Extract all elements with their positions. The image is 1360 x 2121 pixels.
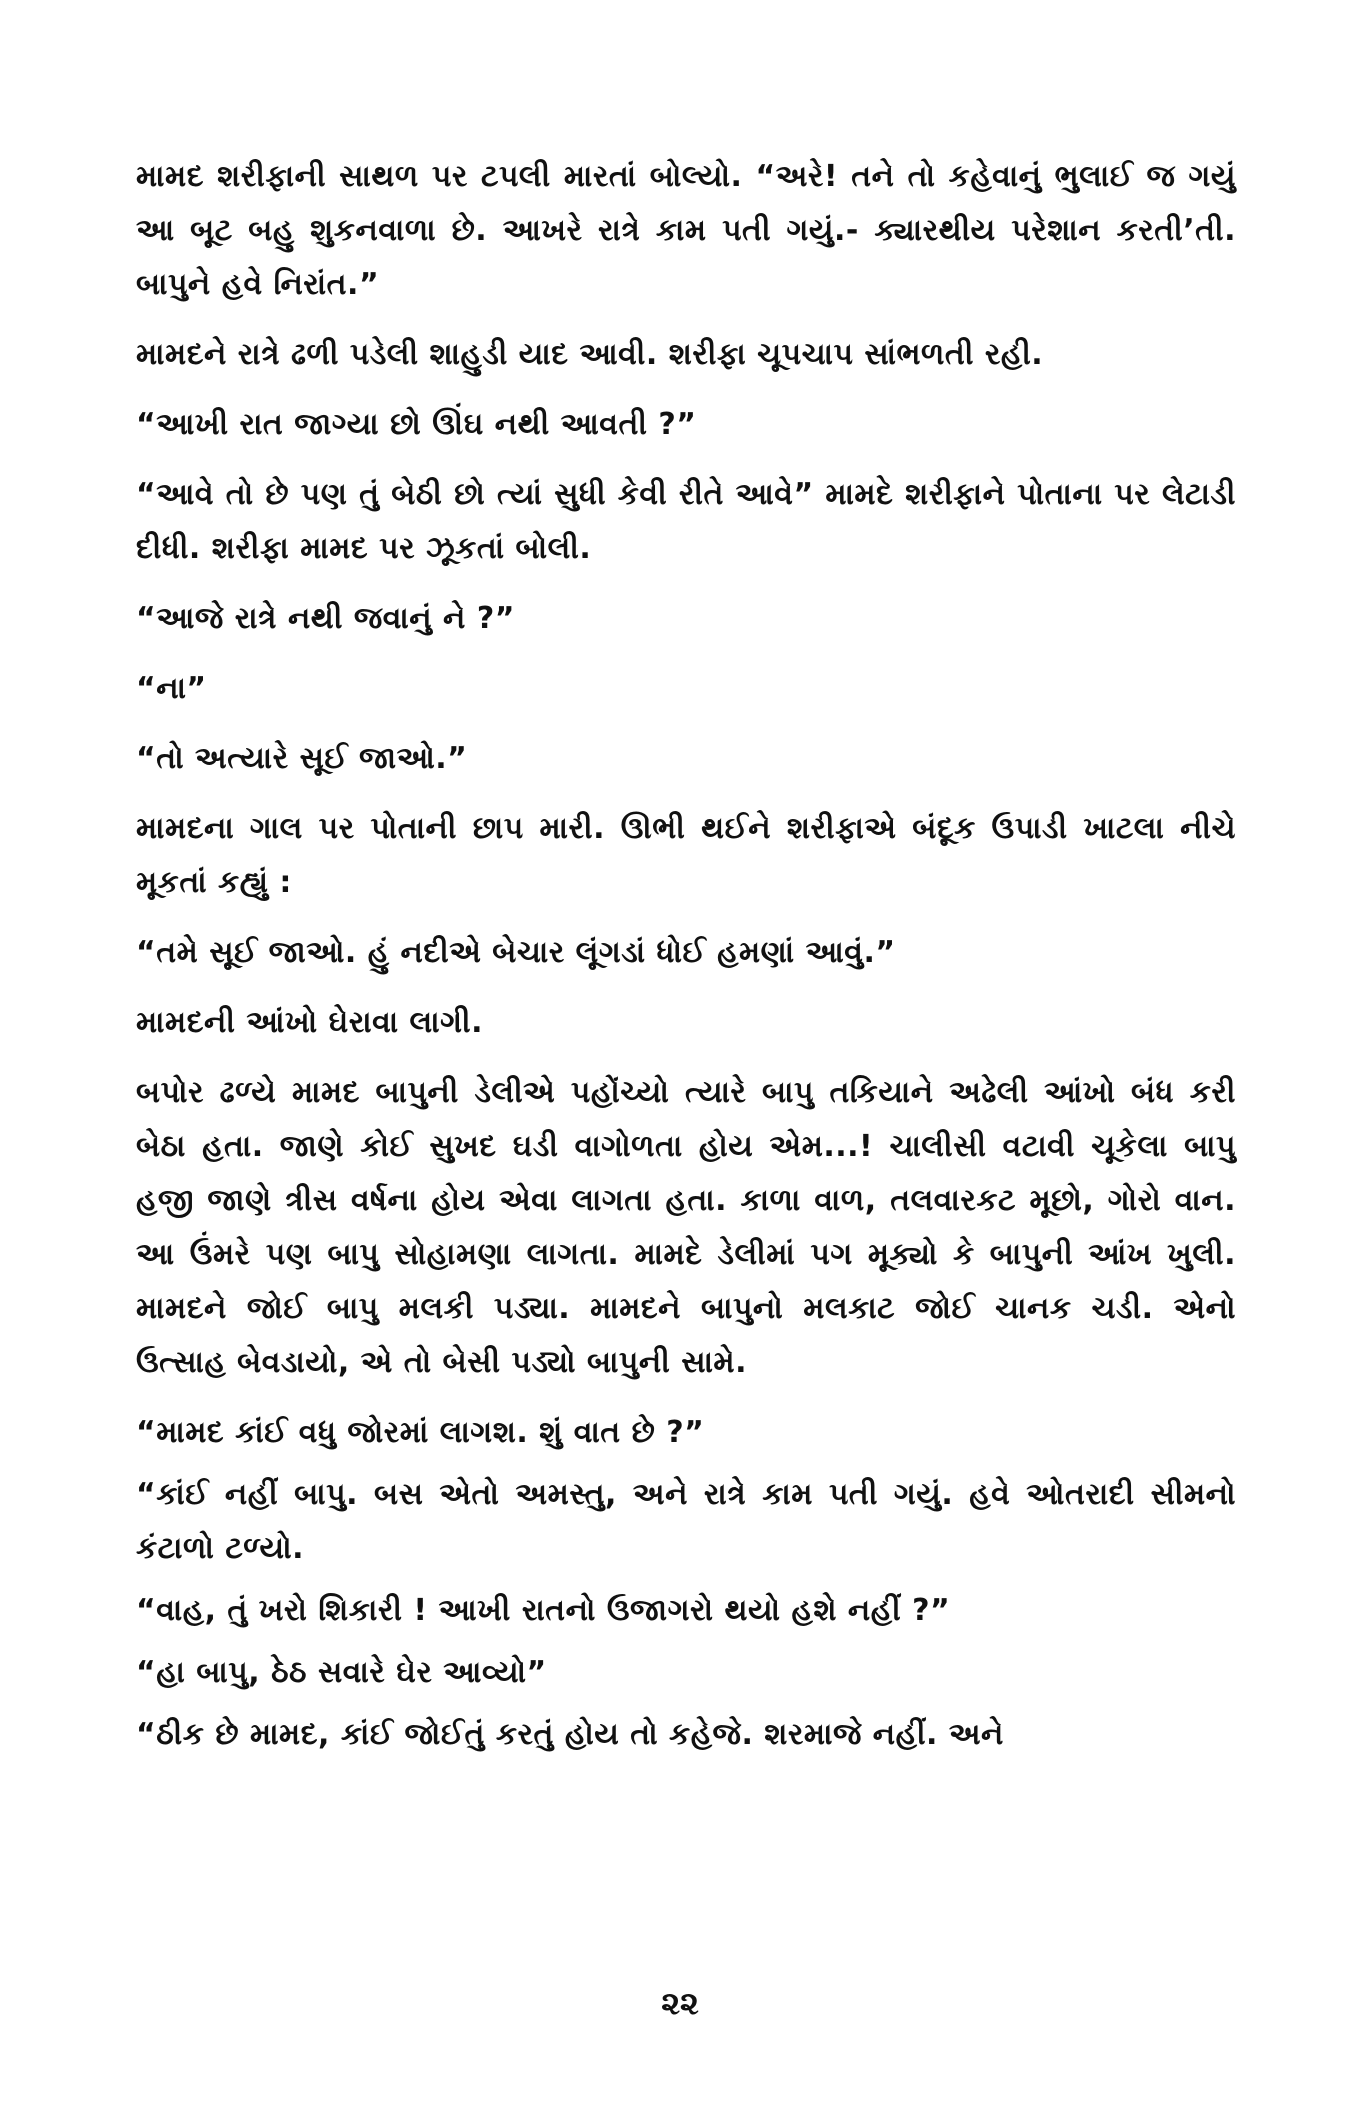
- paragraph-2: મામદને રાત્રે ઢળી પડેલી શાહુડી યાદ આવી. શરીફા ચૂપચાપ સાંભળતી રહી.: [136, 337, 1044, 372]
- paragraph-9: “તમે સૂઈ જાઓ. હું નદીએ બેચાર લૂંગડાં ધોઈ હમણાં આવું.”: [136, 935, 896, 970]
- paragraph-14: “વાહ, તું ખરો શિકારી ! આખી રાતનો ઉજાગરો થયો હશે નહીં ?”: [136, 1593, 951, 1628]
- page-number: ૨૨: [661, 1984, 699, 2022]
- paragraph-3: “આખી રાત જાગ્યા છો ઊંઘ નથી આવતી ?”: [136, 407, 697, 442]
- paragraph-4: “આવે તો છે પણ તું બેઠી છો ત્યાં સુધી કેવી રીતે આવે” મામદે શરીફાને પોતાના પર લેટાડી દીધી. શરીફા મામદ પર ઝૂકતાં બોલી.: [136, 477, 1236, 566]
- paragraph-15: “હા બાપુ, ઠેઠ સવારે ઘેર આવ્યો”: [136, 1655, 547, 1690]
- paragraph-13: “કાંઈ નહીં બાપુ. બસ એતો અમસ્તુ, અને રાત્રે કામ પતી ગયું. હવે ઓતરાદી સીમનો કંટાળો ટળ્યો.: [136, 1477, 1236, 1566]
- paragraph-1: મામદ શરીફાની સાથળ પર ટપલી મારતાં બોલ્યો. “અરે! તને તો કહેવાનું ભુલાઈ જ ગયું આ બૂટ બહુ શુકનવાળા છે. આખરે રાત્રે કામ પતી ગયું.- ક્યારથીય પરેશાન કરતી’તી. બાપુને હવે નિરાંત.”: [136, 159, 1236, 302]
- paragraph-5: “આજે રાત્રે નથી જવાનું ને ?”: [136, 601, 515, 636]
- paragraph-16: “ઠીક છે મામદ, કાંઈ જોઈતું કરતું હોય તો કહેજે. શરમાજે નહીં. અને: [136, 1717, 1004, 1752]
- paragraph-6: “ના”: [136, 671, 207, 706]
- paragraph-8: મામદના ગાલ પર પોતાની છાપ મારી. ઊભી થઈને શરીફાએ બંદૂક ઉપાડી ખાટલા નીચે મૂકતાં કહ્યું :: [136, 811, 1236, 900]
- paragraph-11: બપોર ઢળ્યે મામદ બાપુની ડેલીએ પહોંચ્યો ત્યારે બાપુ તકિયાને અઢેલી આંખો બંધ કરી બેઠા હતા. જાણે કોઈ સુખદ ઘડી વાગોળતા હોય એમ...! ચાલીસી વટાવી ચૂકેલા બાપુ હજી જાણે ત્રીસ વર્ષના હોય એવા લાગતા હતા. કાળા વાળ, તલવારકટ મૂછો, ગોરો વાન. આ ઉંમરે પણ બાપુ સોહામણા લાગતા. મામદે ડેલીમાં પગ મૂક્યો કે બાપુની આંખ ખુલી. મામદને જોઈ બાપુ મલકી પડ્યા. મામદને બાપુનો મલકાટ જોઈ ચાનક ચડી. એનો ઉત્સાહ બેવડાયો, એ તો બેસી પડ્યો બાપુની સામે.: [136, 1075, 1236, 1380]
- paragraph-10: મામદની આંખો ઘેરાવા લાગી.: [136, 1005, 483, 1040]
- paragraph-7: “તો અત્યારે સૂઈ જાઓ.”: [136, 741, 468, 776]
- paragraph-12: “મામદ કાંઈ વધુ જોરમાં લાગશ. શું વાત છે ?”: [136, 1415, 705, 1450]
